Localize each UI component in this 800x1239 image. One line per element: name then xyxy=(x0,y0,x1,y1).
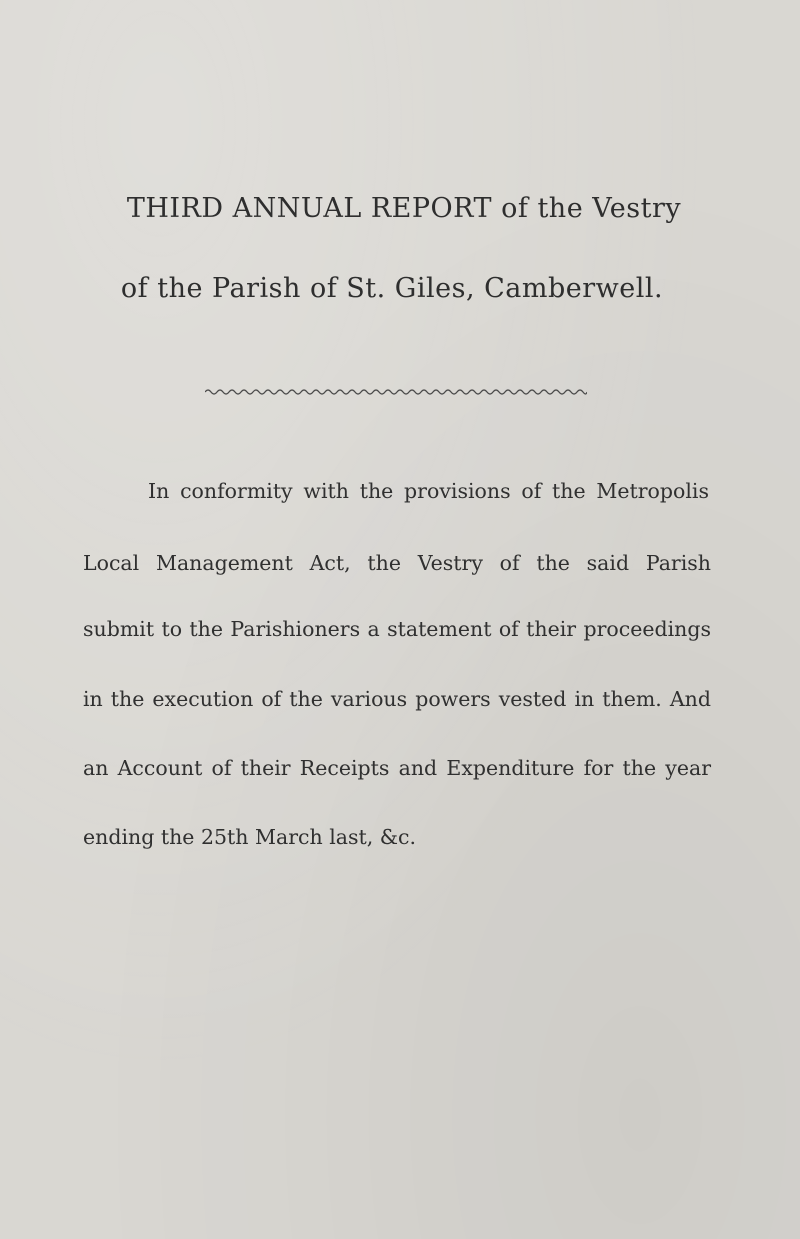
body-text-line: Local Management Act, the Vestry of the said Parish xyxy=(83,551,711,575)
body-text-line: In conformity with the provisions of the Metropolis xyxy=(148,479,709,503)
ornamental-wavy-divider xyxy=(205,387,587,397)
body-text-line: ending the 25th March last, &c. xyxy=(83,825,417,849)
body-text-line: in the execution of the various powers vested in them. And xyxy=(83,687,711,711)
report-title-line-1: THIRD ANNUAL REPORT of the Vestry xyxy=(126,193,682,224)
body-text-line: submit to the Parishioners a statement of their proceedings xyxy=(83,617,711,641)
report-title-line-2: of the Parish of St. Giles, Camberwell. xyxy=(120,273,664,304)
wavy-rule-line xyxy=(205,390,587,394)
body-text-line: an Account of their Receipts and Expenditure for the year xyxy=(83,756,711,780)
